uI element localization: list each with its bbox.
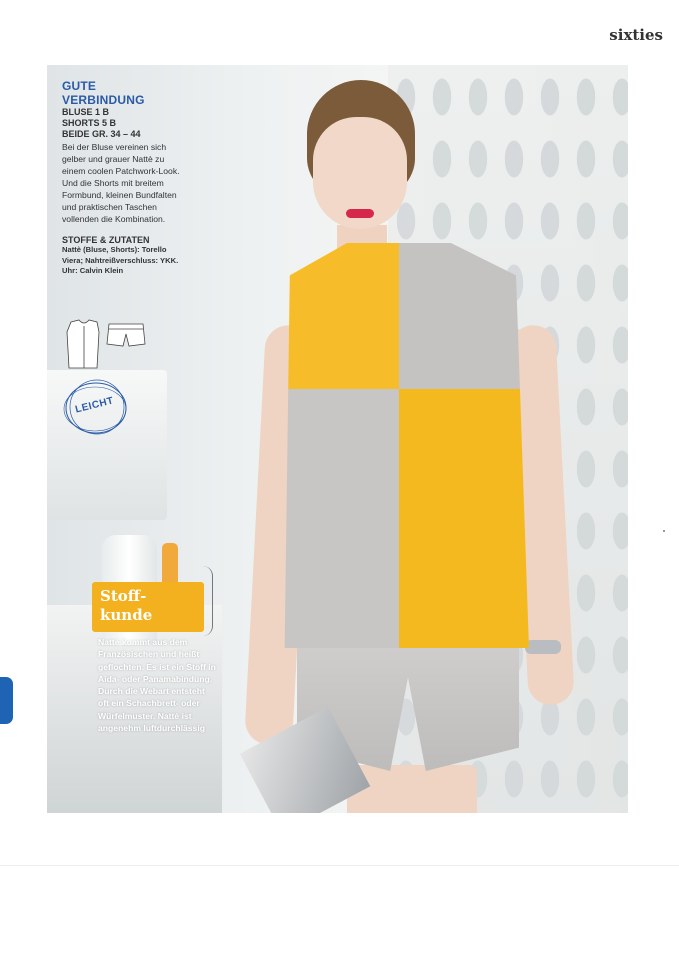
model-lips [346,209,374,218]
stoffkunde-title [100,587,200,625]
difficulty-label: LEICHT [74,395,115,416]
technical-sketches [63,318,147,370]
pattern-info-block [62,79,182,277]
stoffkunde-title-line2: kunde [100,606,153,624]
stoffkunde-text: Nattè kommt aus dem Französischen und heißt geflochten. Es ist ein Stoff in Aida- oder Panamabindung. Durch die Webart entsteht oft ein Schachbrett- oder Würfelmuster. Nattè ist angenehm luftdurchlässig [98,637,216,734]
model-figure [247,75,577,813]
pattern-line-sizes: BEIDE GR. 34 – 44 [62,129,141,139]
stoffkunde-title-line1: Stoff- [100,587,147,605]
materials-text: Nattè (Bluse, Shorts): Torello Viera; Nahtreißverschluss: YKK. Uhr: Calvin Klein [62,245,179,275]
shorts-sketch-icon [107,324,145,346]
patchwork-blouse [269,243,529,648]
pattern-line-bluse: BLUSE 1 B [62,107,110,117]
materials-heading: STOFFE & ZUTATEN [62,235,150,245]
scan-edge-line [0,865,679,866]
pattern-line-shorts: SHORTS 5 B [62,118,117,128]
pattern-description: Bei der Bluse vereinen sich gelber und grauer Nattè zu einem coolen Patchwork-Look. Und die Shorts mit breitem Formbund, kleinen Bundfalten und praktischen Taschen vollenden die Kombination. [62,142,180,224]
blouse-sketch-icon [67,320,99,368]
blouse-grey-panel-bottom [269,389,399,648]
stoffkunde-badge [92,582,204,632]
difficulty-stamp [63,378,129,438]
blouse-grey-panel-top [399,243,529,389]
wrist-watch [525,640,561,654]
model-legs [347,765,477,813]
pattern-headline: GUTE VERBINDUNG [62,79,145,107]
scan-speck [663,530,665,532]
section-label: sixties [609,26,663,44]
page-side-tab [0,677,13,724]
blouse-yellow-panel-bottom [399,389,529,648]
